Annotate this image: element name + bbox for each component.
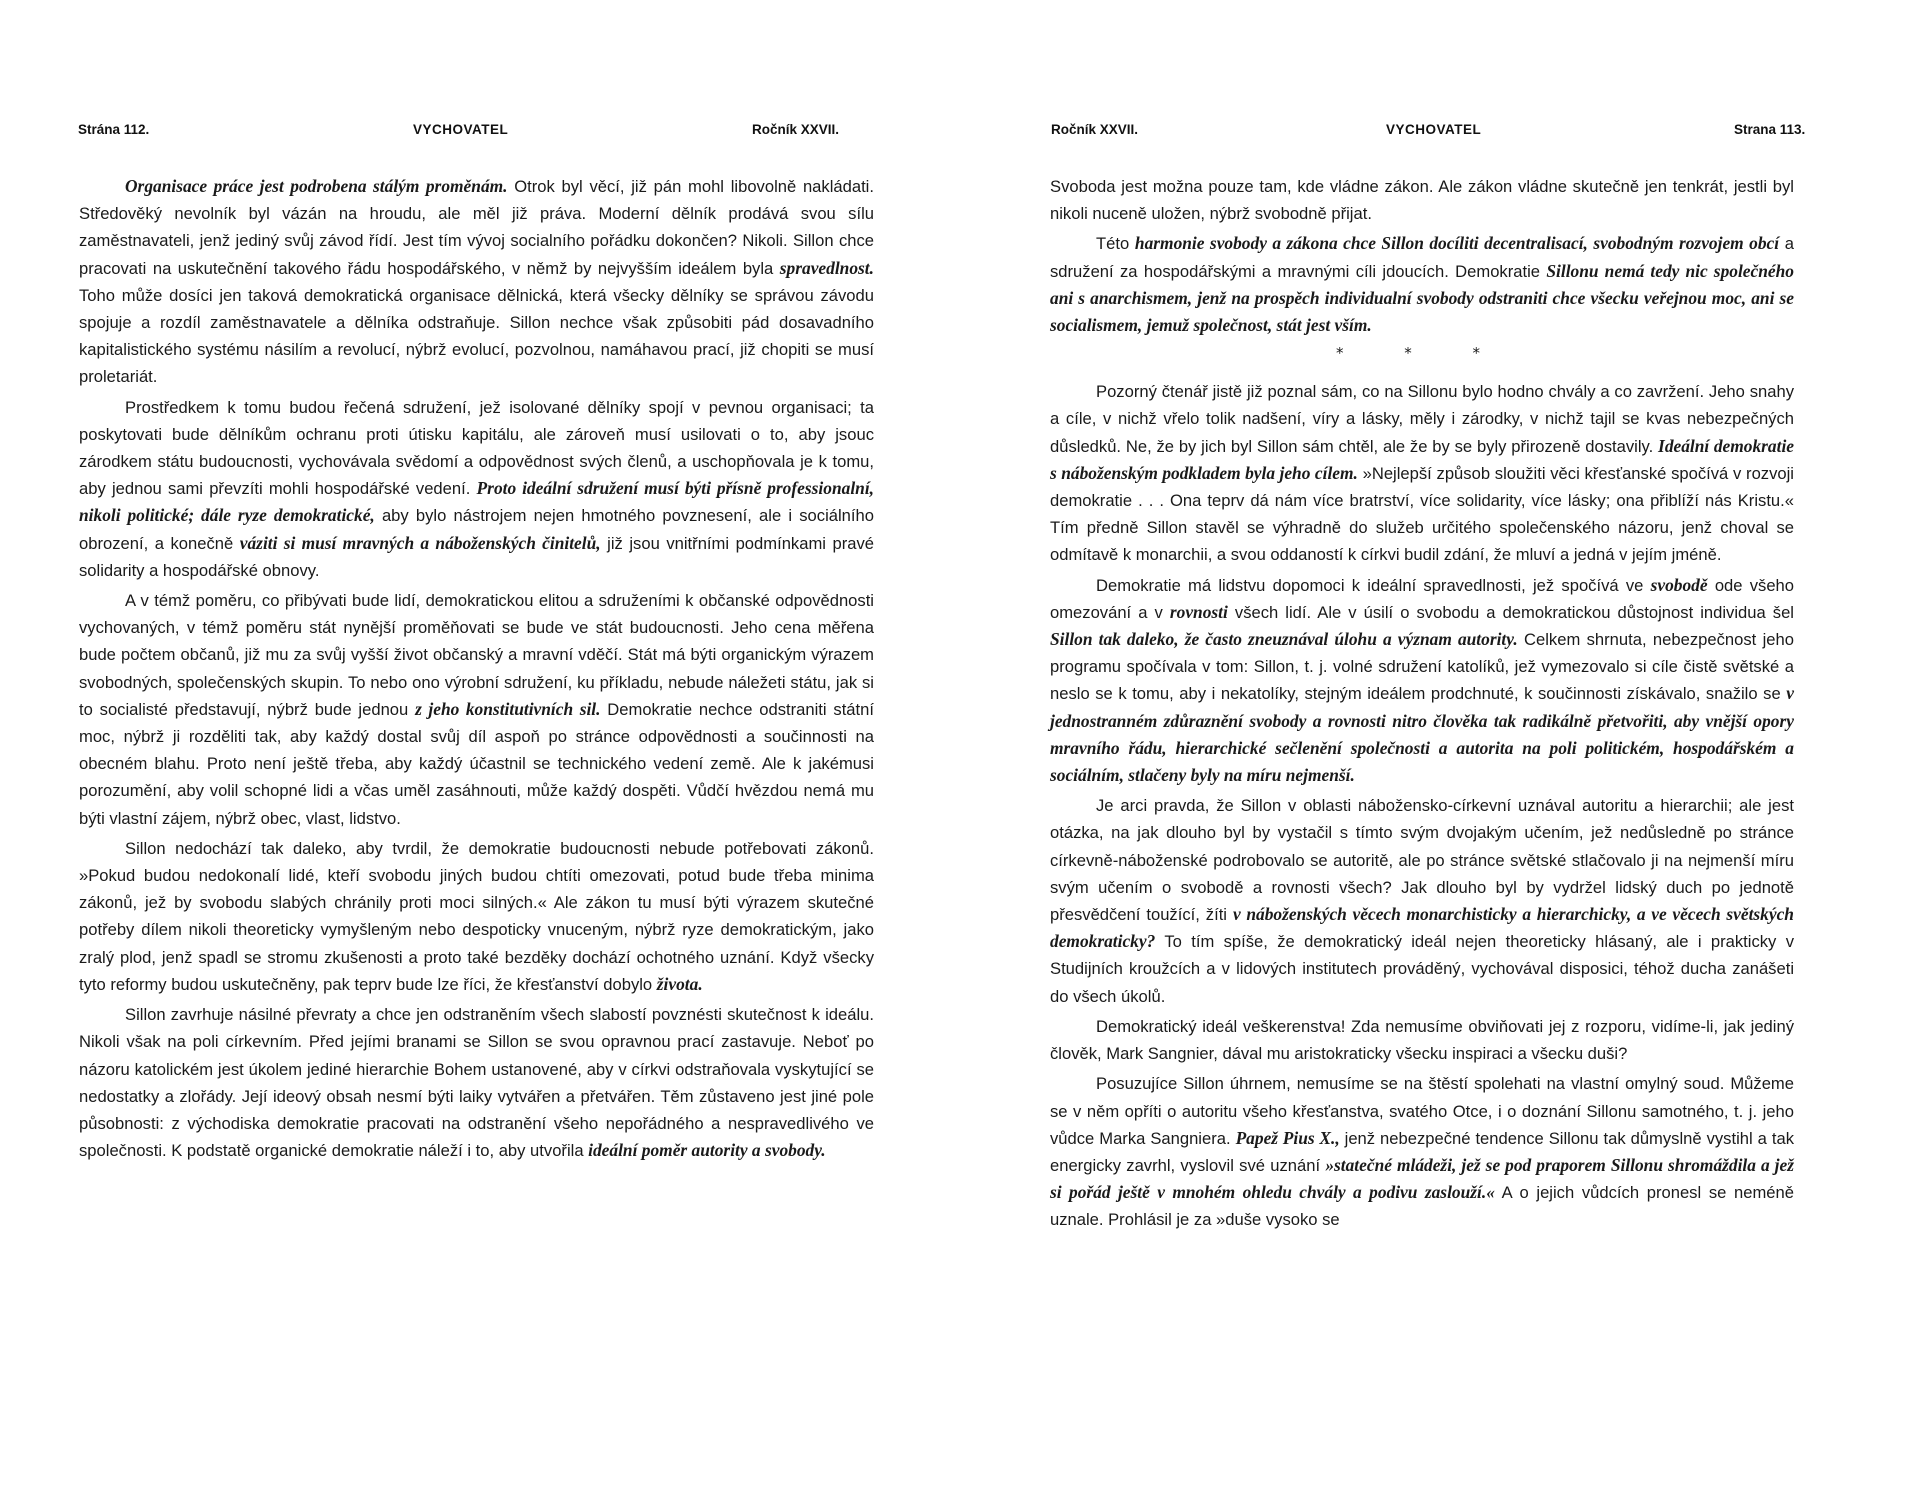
running-header [953, 122, 1906, 144]
text-run: Pozorný čtenář jistě již poznal sám, co na Sillonu bylo hodno chvály a co zavržení. Jeho snahy a cíle, v nichž vřelo tolik nadšení, víry a lásky, měly i zárodky, v nichž tajil se kvas nebezpečných důsledků. Ne, že by jich byl Sillon sám chtěl, ale že by se byly přirozeně dostavily. [1050, 382, 1794, 456]
journal-title: VYCHOVATEL [413, 122, 509, 137]
paragraph [1050, 572, 1794, 790]
text-run: jenž nebezpečné tendence Sillonu tak důmyslně vystihl a tak energicky zavrhl, vyslovil své uznání [1050, 1128, 1794, 1175]
emphasized-text: v náboženských věcech monarchisticky a hierarchicky, a ve věcech světských demokraticky? [1050, 904, 1794, 952]
paragraph [79, 835, 874, 998]
text-run: Toho může dosíci jen taková demokratická organisace dělnická, která všecky dělníky se správou závodu spojuje a rozdíl zaměstnavatele a dělníka odstraňuje. Sillon nechce však způsobiti pád dosavadního kapitalistického systému násilím a revolucí, nýbrž evolucí, pozvolnou, namáhavou prací, již chopiti se musí proletariát. [79, 285, 874, 387]
emphasized-text: svobodě [1650, 574, 1708, 595]
running-header [0, 122, 953, 144]
emphasized-text: »statečné mládeži, jež se pod praporem Sillonu shromáždila a jež si pořád ještě v mnohém ohledu chvály a podivu zaslouží.« [1050, 1154, 1794, 1203]
paragraph [1050, 378, 1794, 568]
journal-title: VYCHOVATEL [1386, 122, 1482, 137]
paragraph [79, 1001, 874, 1164]
right-page [953, 0, 1906, 1501]
text-run: a sdružení za hospodářskými a mravnými cíli jdoucích. Demokratie [1050, 234, 1794, 281]
emphasized-text: Sillonu nemá tedy nic společného ani s anarchismem, jenž na prospěch individualní svobody odstraniti chce všecku veřejnou moc, ani se socialismem, jemuž společnost, stát jest vším. [1050, 260, 1794, 336]
paragraph [79, 587, 874, 832]
emphasized-text: váziti si musí mravných a náboženských činitelů, [239, 532, 601, 553]
text-run: To tím spíše, že demokratický ideál nejen theoreticky hlásaný, ale i prakticky v Studijních kroužcích a v lidových institutech prováděný, vychovával disposici, téhož ducha zanášeti do všech úkolů. [1050, 932, 1794, 1006]
text-run: Svoboda jest možna pouze tam, kde vládne zákon. Ale zákon vládne skutečně jen tenkrát, jestli byl nikoli nuceně uložen, nýbrž svobodně přijat. [1050, 177, 1794, 224]
text-run: Demokratický ideál veškerenstva! Zda nemusíme obviňovati jej z rozporu, vidíme-li, jak jediný člověk, Mark Sangnier, dával mu aristokraticky všecku inspiraci a všecku duši? [1050, 1016, 1794, 1064]
text-run: Posuzujíce Sillon úhrnem, nemusíme se na štěstí spolehati na vlastní omylný soud. Můžeme se v něm opříti o autoritu všeho křesťanstva, svatého Otce, i o doznání Sillonu samotného, t. j. jeho vůdce Marka Sangniera. [1050, 1074, 1794, 1148]
text-run: Demokratie má lidstvu dopomoci k ideální spravedlnosti, jež spočívá ve [1096, 575, 1651, 595]
emphasized-text: Sillon tak daleko, že často zneuznával úlohu a význam autority. [1050, 629, 1518, 650]
body-text [79, 173, 874, 1167]
text-run: ode všeho omezování a v [1050, 575, 1795, 622]
page-number: Strana 113. [1734, 122, 1806, 137]
emphasized-text: života. [656, 973, 703, 994]
text-run: Sillon nedochází tak daleko, aby tvrdil, že demokratie budoucnosti nebude potřebovati zákonů. »Pokud budou nedokonalí lidé, kteří svobodu jiných budou chtíti omezovati, potud bude třeba minima zákonů, jež by svobodu slabých chránily proti moci silných.« Ale zákon tu musí býti výrazem skutečné potřeby dílem nikoli theoreticky vymyšleným nebo despoticky vnuceným, nýbrž ryze demokratickým, jako zralý plod, jenž spadl se stromu zkušenosti a proto také bezděky dochází ochotného uznání. Když všecky tyto reformy budou uskutečněny, pak teprv bude lze říci, že křesťanství dobylo [79, 838, 874, 994]
text-run: »Nejlepší způsob sloužiti věci křesťanské spočívá v rozvoji demokratie . . . Ona teprv dá nám více bratrství, více solidarity, více lásky; ona přiblíží nás Kristu.« Tím předně Sillon stavěl se výhradně do služeb určitého společenského názoru, jenž choval se odmítavě k monarchii, a svou oddaností k církvi budil zdání, že mluví a jedná v jejím jméně. [1050, 463, 1794, 565]
paragraph [1050, 230, 1794, 339]
paragraph [1050, 1013, 1794, 1067]
text-run: Demokratie nechce odstraniti státní moc, nýbrž ji rozděliti tak, aby každý dostal svůj díl aspoň po stránce odpovědnosti a součinnosti na obecném blahu. Proto není ještě třeba, aby každý účastnil se technického vedení země. Ale k jakémusi porozumění, aby volil schopné lidi a včas uměl zasáhnouti, může každý dospěti. Vůdčí hvězdou nemá mu býti vlastní zájem, nýbrž obec, vlast, lidstvo. [79, 699, 874, 828]
section-separator [1050, 340, 1794, 370]
emphasized-text: Ideální demokratie s náboženským podkladem byla jeho cílem. [1050, 435, 1794, 483]
text-run: Této [1096, 234, 1135, 254]
emphasized-text: spravedlnost. [779, 257, 874, 278]
emphasized-text: harmonie svobody a zákona chce Sillon docíliti decentralisací, svobodným rozvojem obcí [1134, 233, 1780, 254]
paragraph [79, 173, 874, 391]
emphasized-text: z jeho konstitutivních sil. [415, 698, 601, 719]
emphasized-text: Organisace práce jest podrobena stálým proměnám. [125, 176, 508, 196]
text-run: A v témž poměru, co přibývati bude lidí, demokratickou elitou a sdruženími k občanské odpovědnosti vychovaných, v témž poměru stát nynější proměňovati se bude ve stát budoucnosti. Jeho cena měřena bude počtem občanů, již mu za svůj vyšší život občanský a mravní vděčí. Stát má býti organickým výrazem svobodných, společenských skupin. To nebo ono výrobní sdružení, ku příkladu, nebude náležeti státu, jak si to socialisté představují, nýbrž bude jednou [79, 591, 874, 719]
text-run: Je arci pravda, že Sillon v oblasti nábožensko-církevní uznával autoritu a hierarchii; ale jest otázka, na jak dlouho byl by vystačil s tímto svým dvojakým učením, jež nedůsledně po stránce církevně-náboženské podrobovalo se autoritě, ale po stránce světské stlačovalo ji na nejmenší míru svým učením o svobodě a rovnosti všech? Jak dlouho byl by vydržel lidský duch po jednotě přesvědčení toužící, žíti [1050, 796, 1794, 925]
text-run: aby bylo nástrojem nejen hmotného povznesení, ale i sociálního obrození, a konečně [79, 506, 874, 553]
volume-label: Ročník XXVII. [752, 122, 840, 137]
page-number: Strána 112. [78, 122, 150, 137]
text-run: Otrok byl věcí, již pán mohl libovolně nakládati. Středověký nevolník byl vázán na hroudu, ale měl již práva. Moderní dělník prodává svou sílu zaměstnavateli, jenž jediný svůj závod řídí. Jest tím vývoj socialního pořádku dokončen? Nikoli. Sillon chce pracovati na uskutečnění takového řádu hospodářského, v němž by nejvyšším ideálem byla [79, 177, 874, 278]
text-run: Prostředkem k tomu budou řečená sdružení, jež isolované dělníky spojí v pevnou organisaci; ta poskytovati bude dělníkům ochranu proti útisku kapitálu, ale zároveň musí usilovati o to, aby jsouc zárodkem státu budoucnosti, vychovávala svědomí a odpovědnost svých členů, a uschopňovala je k tomu, aby jednou sami převzíti mohli hospodářské vedení. [79, 397, 874, 499]
emphasized-text: rovnosti [1169, 601, 1228, 622]
paragraph [1050, 1070, 1794, 1233]
text-run: všech lidí. Ale v úsilí o svobodu a demokratickou důstojnost individua šel [1227, 602, 1794, 622]
text-run: již jsou vnitřními podmínkami pravé solidarity a hospodářské obnovy. [79, 533, 875, 580]
emphasized-text: ideální poměr autority a svobody. [588, 1140, 826, 1161]
emphasized-text: v jednostranném zdůraznění svobody a rovnosti nitro člověka tak radikálně přetvořiti, aby vnější opory mravního řádu, hierarchické sečlenění společnosti a autorita na poli politickém, hospodářském a sociálním, stlačeny byly na míru nejmenší. [1050, 683, 1794, 786]
emphasized-text: Proto ideální sdružení musí býti přísně professionalní, nikoli politické; dále ryze demokratické, [79, 478, 875, 526]
paragraph [79, 394, 874, 584]
emphasized-text: Papež Pius X., [1235, 1127, 1340, 1148]
paragraph [1050, 173, 1794, 227]
text-run: Celkem shrnuta, nebezpečnost jeho programu spočívala v tom: Sillon, t. j. volné sdružení katolíků, jež vymezovalo si cíle čistě světské a neslo se k tomu, aby i nekatolíky, stejným ideálem prodchnuté, k součinnosti získávalo, snažilo se [1050, 630, 1794, 704]
text-run: A o jejich vůdcích pronesl se neméně uznale. Prohlásil je za »duše vysoko se [1050, 1183, 1794, 1230]
body-text [1050, 173, 1794, 1237]
paragraph [1050, 792, 1794, 1010]
separator-glyph: * * * [1335, 344, 1509, 363]
volume-label: Ročník XXVII. [1051, 122, 1139, 137]
text-run: Sillon zavrhuje násilné převraty a chce jen odstraněním všech slabostí povznésti skutečnost k ideálu. Nikoli však na poli církevním. Před jejími branami se Sillon se svou opravnou prací zastavuje. Neboť po názoru katolickém jest úkolem jediné hierarchie Bohem ustanovené, aby v církvi odstraňovala vyskytující se nedostatky a zlořády. Její ideový obsah nesmí býti laiky vytvářen a přetvářen. Těm zůstaveno jest jiné pole působnosti: z východiska demokratie pracovati na odstranění všeho nepořádného a nespravedlivého ve společnosti. K podstatě organické demokratie náleží i to, aby utvořila [79, 1005, 874, 1161]
